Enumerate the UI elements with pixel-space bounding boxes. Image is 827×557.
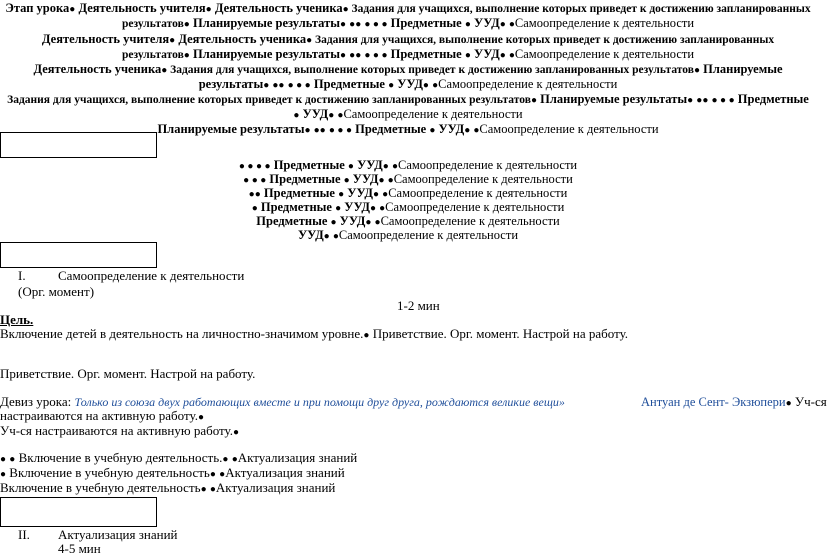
header-line-3: Деятельность учителя● Деятельность ученика● Задания для учащихся, выполнение которых приведет к достижению запланированных bbox=[41, 32, 775, 46]
motto-line: Девиз урока: Только из союза двух работающих вместе и при помощи друг друга, рождаются великие вещи» bbox=[0, 394, 565, 409]
mid-line-1: ● ● ● ● Предметные ● УУД● ●Самоопределение к деятельности bbox=[238, 158, 578, 172]
mid-line-5: Предметные ● УУД● ●Самоопределение к деятельности bbox=[256, 214, 560, 228]
section-1-title: Самоопределение к деятельности bbox=[58, 268, 245, 283]
section-2-numeral: II. bbox=[18, 527, 30, 542]
goal-text: Включение детей в деятельность на личностно-значимом уровне.● Приветствие. Орг. момент. Настрой на работу. bbox=[0, 326, 629, 341]
header-line-2: результатов● Планируемые результаты● ●● ● ● ● Предметные ● УУД● ●Самоопределение к деятельности bbox=[121, 16, 695, 30]
mid-line-3: ●● Предметные ● УУД● ●Самоопределение к деятельности bbox=[248, 186, 568, 200]
mid-line-6: УУД● ●Самоопределение к деятельности bbox=[297, 228, 519, 242]
header-line-5: Деятельность ученика● Задания для учащихся, выполнение которых приведет к достижению запланированных результатов● Планируемые bbox=[33, 62, 783, 76]
motto-line-2: настраиваются на активную работу.● bbox=[0, 408, 204, 423]
empty-cell-box bbox=[0, 242, 157, 268]
students-line: Уч-ся настраиваются на активную работу.● bbox=[0, 423, 240, 438]
section-2-title: Актуализация знаний bbox=[58, 527, 178, 542]
section-1-duration: 1-2 мин bbox=[397, 298, 440, 313]
header-line-8: ● УУД● ●Самоопределение к деятельности bbox=[293, 107, 523, 121]
section-1-numeral: I. bbox=[18, 268, 26, 283]
goal-label: Цель. bbox=[0, 312, 34, 327]
mid-line-2: ● ● ● Предметные ● УУД● ●Самоопределение к деятельности bbox=[243, 172, 573, 186]
inclusion-line-1: ● ● Включение в учебную деятельность.● ●Актуализация знаний bbox=[0, 450, 358, 465]
inclusion-line-2: ● Включение в учебную деятельность● ●Актуализация знаний bbox=[0, 465, 345, 480]
header-line-7: Задания для учащихся, выполнение которых приведет к достижению запланированных результатов● Планируемые результаты● ●● ● ● ● Предметные bbox=[7, 92, 809, 106]
header-line-9: Планируемые результаты● ●● ● ● ● Предметные ● УУД● ●Самоопределение к деятельности bbox=[157, 122, 659, 136]
section-2-duration: 4-5 мин bbox=[58, 541, 101, 556]
section-1-subtitle: (Орг. момент) bbox=[18, 284, 95, 299]
empty-cell-box bbox=[0, 132, 157, 158]
inclusion-line-3: Включение в учебную деятельность● ●Актуализация знаний bbox=[0, 480, 336, 495]
header-line-6: результаты● ●● ● ● ● Предметные ● УУД● ●Самоопределение к деятельности bbox=[198, 77, 618, 91]
header-line-4: результатов● Планируемые результаты● ●● ● ● ● Предметные ● УУД● ●Самоопределение к деятельности bbox=[121, 47, 695, 61]
motto-author: Антуан де Сент- Экзюпери● Уч-ся bbox=[641, 394, 827, 409]
mid-line-4: ● Предметные ● УУД● ●Самоопределение к деятельности bbox=[251, 200, 565, 214]
empty-cell-box bbox=[0, 497, 157, 527]
header-line-1: Этап урока● Деятельность учителя● Деятельность ученика● Задания для учащихся, выполнение которых приведет к достижению запланированных bbox=[5, 1, 811, 15]
greeting-text: Приветствие. Орг. момент. Настрой на работу. bbox=[0, 366, 256, 381]
